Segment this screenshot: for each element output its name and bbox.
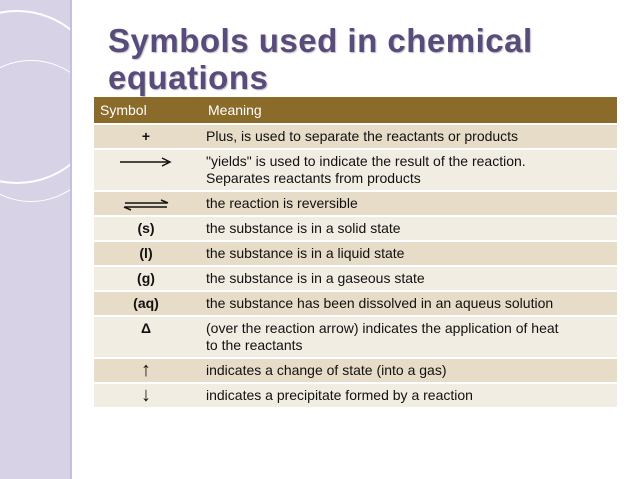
symbol-cell: (l)	[94, 241, 198, 266]
symbol-cell: (aq)	[94, 291, 198, 316]
table-row	[94, 266, 617, 291]
meaning-cell: indicates a change of state (into a gas)	[198, 358, 617, 383]
meaning-line: to the reactants	[206, 337, 303, 353]
decorative-side-panel	[0, 0, 70, 479]
column-header-symbol: Symbol	[94, 97, 198, 124]
up-arrow-icon: ↑	[94, 358, 198, 383]
meaning-line: "yields" is used to indicate the result of the reaction.	[206, 153, 526, 169]
meaning-cell: the substance has been dissolved in an aqueus solution	[198, 291, 617, 316]
meaning-cell: the substance is in a solid state	[198, 216, 617, 241]
meaning-line: (over the reaction arrow) indicates the application of heat	[206, 320, 559, 336]
symbol-cell	[94, 191, 198, 216]
table-row	[94, 316, 617, 358]
symbol-cell: (s)	[94, 216, 198, 241]
meaning-cell	[198, 316, 617, 358]
table-row	[94, 191, 617, 216]
table-row	[94, 149, 617, 191]
meaning-cell: the substance is in a gaseous state	[198, 266, 617, 291]
table-row	[94, 216, 617, 241]
table-header-row	[94, 97, 617, 124]
page-title: Symbols used in chemical equations	[108, 22, 533, 96]
symbol-cell: Δ	[94, 316, 198, 358]
meaning-line: Separates reactants from products	[206, 170, 421, 186]
reversible-arrow-icon	[121, 199, 171, 211]
table-row	[94, 124, 617, 149]
meaning-cell: the substance is in a liquid state	[198, 241, 617, 266]
meaning-cell: the reaction is reversible	[198, 191, 617, 216]
symbol-cell: (g)	[94, 266, 198, 291]
down-arrow-icon: ↓	[94, 383, 198, 407]
column-header-meaning: Meaning	[198, 97, 617, 124]
table-row	[94, 358, 617, 383]
table-row	[94, 291, 617, 316]
symbol-cell	[94, 149, 198, 191]
table-row	[94, 383, 617, 407]
right-arrow-icon	[118, 157, 174, 167]
meaning-cell	[198, 149, 617, 191]
symbol-cell: +	[94, 124, 198, 149]
meaning-cell: indicates a precipitate formed by a reaction	[198, 383, 617, 407]
decorative-stripe	[70, 0, 72, 479]
symbols-table	[94, 97, 617, 407]
meaning-cell: Plus, is used to separate the reactants or products	[198, 124, 617, 149]
table-row	[94, 241, 617, 266]
